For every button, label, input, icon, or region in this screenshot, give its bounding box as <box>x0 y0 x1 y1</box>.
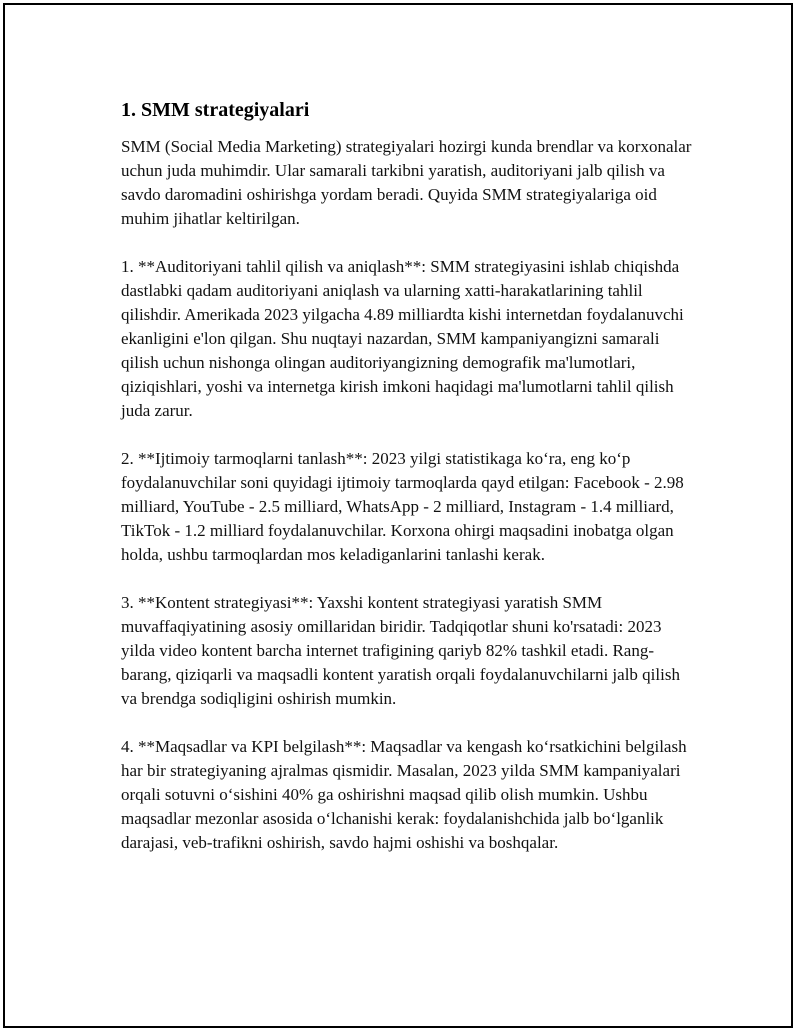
document-content <box>121 97 693 879</box>
section-title: 1. SMM strategiyalari <box>121 99 310 121</box>
intro-paragraph: SMM (Social Media Marketing) strategiyalari hozirgi kunda brendlar va korxonalar uchun juda muhimdir. Ular samarali tarkibni yaratish, auditoriyani jalb qilish va savdo daromadini oshirishga yordam beradi. Quyida SMM strategiyalariga oid muhim jihatlar keltirilgan. <box>121 137 692 228</box>
document-page <box>3 3 793 1028</box>
paragraph-social-networks: 2. **Ijtimoiy tarmoqlarni tanlash**: 2023 yilgi statistikaga ko‘ra, eng ko‘p foydalanuvchilar soni quyidagi ijtimoiy tarmoqlarda qayd etilgan: Facebook - 2.98 milliard, YouTube - 2.5 milliard, WhatsApp - 2 milliard, Instagram - 1.4 milliard, TikTok - 1.2 milliard foydalanuvchilar. Korxona ohirgi maqsadini inobatga olgan holda, ushbu tarmoqlardan mos keladiganlarini tanlashi kerak. <box>121 449 684 564</box>
paragraph-content-strategy: 3. **Kontent strategiyasi**: Yaxshi kontent strategiyasi yaratish SMM muvaffaqiyatining asosiy omillaridan biridir. Tadqiqotlar shuni ko'rsatadi: 2023 yilda video kontent barcha internet trafigining qariyb 82% tashkil etadi. Rang-barang, qiziqarli va maqsadli kontent yaratish orqali foydalanuvchilarni jalb qilish va brendga sodiqligini oshirish mumkin. <box>121 593 680 708</box>
paragraph-audience-analysis: 1. **Auditoriyani tahlil qilish va aniqlash**: SMM strategiyasini ishlab chiqishda dastlabki qadam auditoriyani aniqlash va ularning xatti-harakatlarining tahlil qilishdir. Amerikada 2023 yilgacha 4.89 milliardta kishi internetdan foydalanuvchi ekanligini e'lon qilgan. Shu nuqtayi nazardan, SMM kampaniyangizni samarali qilish uchun nishonga olingan auditoriyangizning demografik ma'lumotlari, qiziqishlari, yoshi va internetga kirish imkoni haqidagi ma'lumotlarni tahlil qilish juda zarur. <box>121 257 684 420</box>
paragraph-goals-kpi: 4. **Maqsadlar va KPI belgilash**: Maqsadlar va kengash ko‘rsatkichini belgilash har bir strategiyaning ajralmas qismidir. Masalan, 2023 yilda SMM kampaniyalari orqali sotuvni o‘sishini 40% ga oshirishni maqsad qilib olish mumkin. Ushbu maqsadlar mezonlar asosida o‘lchanishi kerak: foydalanishchida jalb bo‘lganlik darajasi, veb-trafikni oshirish, savdo hajmi oshishi va boshqalar. <box>121 737 687 852</box>
